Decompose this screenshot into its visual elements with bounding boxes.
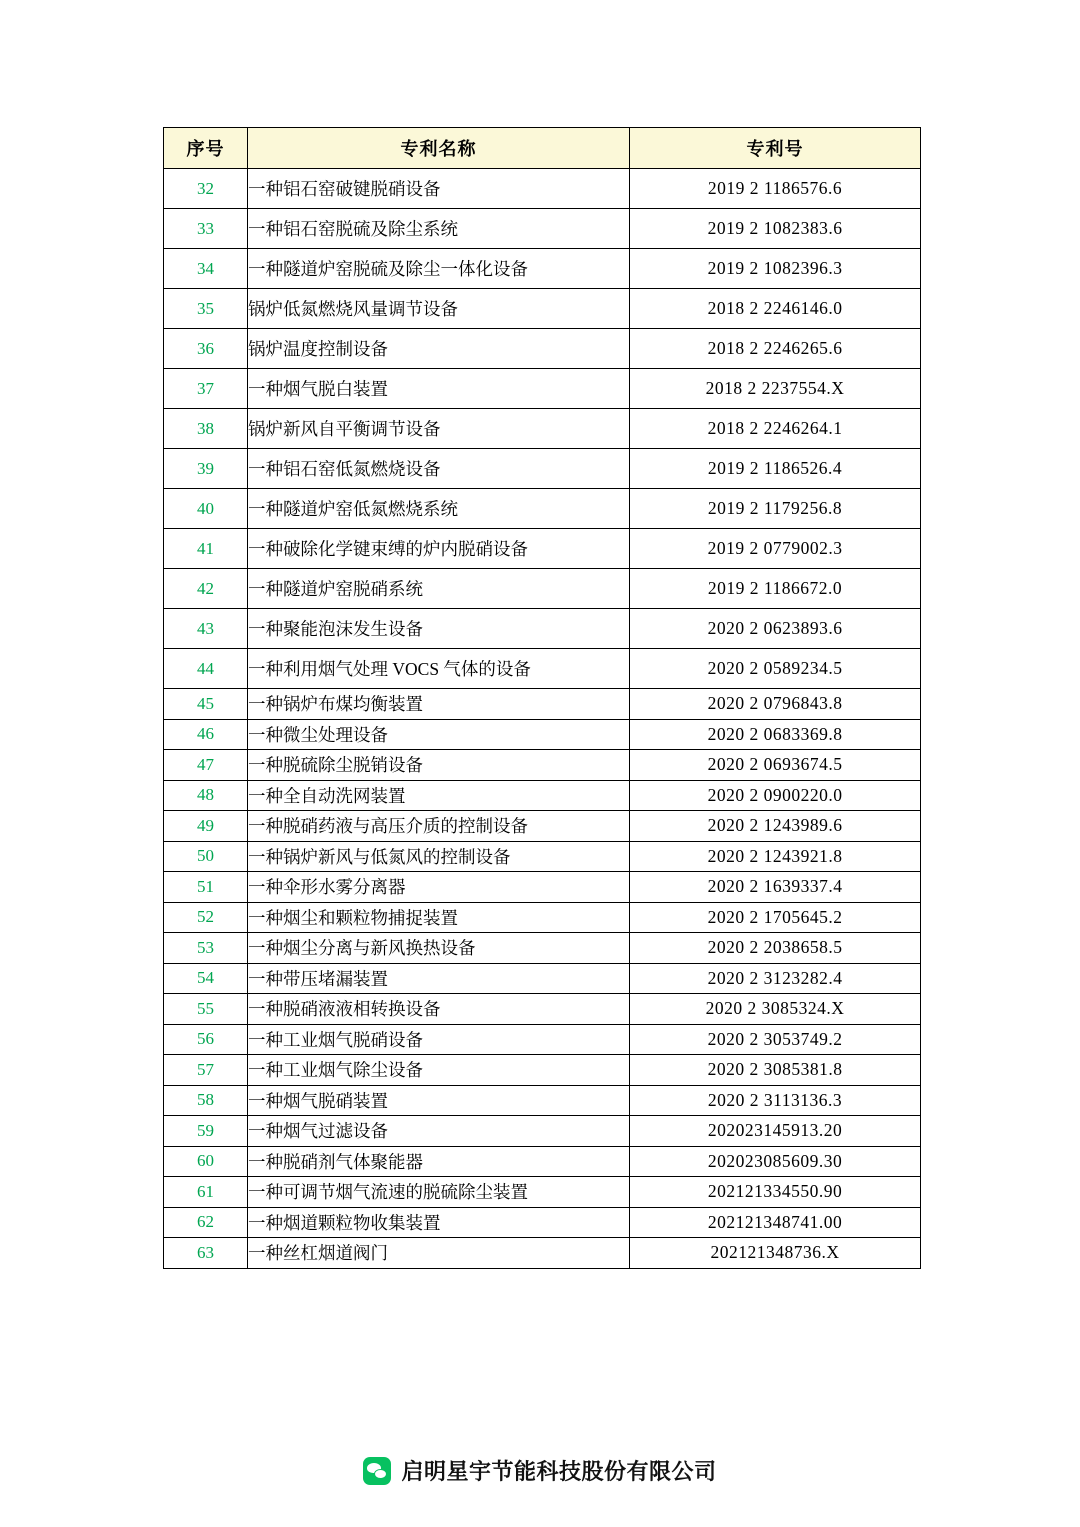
table-body xyxy=(164,169,921,1269)
cell-patent-name: 一种可调节烟气流速的脱硫除尘装置 xyxy=(248,1177,630,1208)
cell-patent-name: 一种脱硝药液与高压介质的控制设备 xyxy=(248,811,630,842)
table-header xyxy=(164,128,921,169)
footer-inner xyxy=(363,1455,716,1486)
cell-patent-name: 一种工业烟气除尘设备 xyxy=(248,1055,630,1086)
cell-patent-number: 2020 2 1243989.6 xyxy=(630,811,921,842)
cell-index: 63 xyxy=(164,1238,248,1269)
table-row xyxy=(164,902,921,933)
table-row xyxy=(164,369,921,409)
cell-index: 36 xyxy=(164,329,248,369)
cell-patent-name: 锅炉低氮燃烧风量调节设备 xyxy=(248,289,630,329)
patent-table xyxy=(163,127,921,1269)
cell-patent-number: 2019 2 1179256.8 xyxy=(630,489,921,529)
cell-patent-name: 一种烟气脱硝装置 xyxy=(248,1085,630,1116)
cell-patent-number: 2020 2 0623893.6 xyxy=(630,609,921,649)
cell-index: 59 xyxy=(164,1116,248,1147)
cell-index: 41 xyxy=(164,529,248,569)
cell-patent-number: 2019 2 1082396.3 xyxy=(630,249,921,289)
table-row xyxy=(164,289,921,329)
table-row xyxy=(164,841,921,872)
cell-patent-number: 2020 2 0589234.5 xyxy=(630,649,921,689)
cell-patent-name: 一种脱硝剂气体聚能器 xyxy=(248,1146,630,1177)
cell-index: 37 xyxy=(164,369,248,409)
cell-patent-name: 一种烟气过滤设备 xyxy=(248,1116,630,1147)
cell-patent-name: 一种工业烟气脱硝设备 xyxy=(248,1024,630,1055)
table-row xyxy=(164,609,921,649)
footer xyxy=(0,1455,1080,1490)
cell-index: 54 xyxy=(164,963,248,994)
cell-patent-name: 一种聚能泡沫发生设备 xyxy=(248,609,630,649)
cell-patent-number: 2019 2 1082383.6 xyxy=(630,209,921,249)
cell-index: 48 xyxy=(164,780,248,811)
cell-patent-number: 2018 2 2246146.0 xyxy=(630,289,921,329)
cell-patent-name: 一种烟尘和颗粒物捕捉装置 xyxy=(248,902,630,933)
cell-patent-name: 一种破除化学键束缚的炉内脱硝设备 xyxy=(248,529,630,569)
cell-index: 44 xyxy=(164,649,248,689)
cell-patent-number: 202023085609.30 xyxy=(630,1146,921,1177)
cell-index: 57 xyxy=(164,1055,248,1086)
cell-index: 62 xyxy=(164,1207,248,1238)
cell-index: 58 xyxy=(164,1085,248,1116)
cell-patent-name: 一种烟气脱白装置 xyxy=(248,369,630,409)
cell-index: 56 xyxy=(164,1024,248,1055)
table-row xyxy=(164,529,921,569)
cell-patent-name: 一种利用烟气处理 VOCS 气体的设备 xyxy=(248,649,630,689)
table-row xyxy=(164,750,921,781)
cell-patent-number: 2020 2 3085324.X xyxy=(630,994,921,1025)
cell-patent-number: 2020 2 0693674.5 xyxy=(630,750,921,781)
cell-patent-number: 2020 2 3053749.2 xyxy=(630,1024,921,1055)
table-row xyxy=(164,409,921,449)
table-row xyxy=(164,1177,921,1208)
cell-patent-number: 2020 2 3123282.4 xyxy=(630,963,921,994)
table-row xyxy=(164,1116,921,1147)
cell-patent-name: 一种带压堵漏装置 xyxy=(248,963,630,994)
table-row xyxy=(164,1207,921,1238)
cell-index: 47 xyxy=(164,750,248,781)
table-row xyxy=(164,689,921,720)
cell-patent-number: 2020 2 1243921.8 xyxy=(630,841,921,872)
cell-patent-number: 2019 2 1186526.4 xyxy=(630,449,921,489)
cell-index: 51 xyxy=(164,872,248,903)
table-row xyxy=(164,489,921,529)
cell-patent-number: 202121348736.X xyxy=(630,1238,921,1269)
cell-patent-number: 2018 2 2237554.X xyxy=(630,369,921,409)
cell-patent-name: 一种铝石窑低氮燃烧设备 xyxy=(248,449,630,489)
table-row xyxy=(164,569,921,609)
table-row xyxy=(164,872,921,903)
cell-patent-number: 2020 2 3085381.8 xyxy=(630,1055,921,1086)
table-row xyxy=(164,1146,921,1177)
cell-index: 61 xyxy=(164,1177,248,1208)
cell-patent-name: 一种丝杠烟道阀门 xyxy=(248,1238,630,1269)
cell-patent-name: 一种伞形水雾分离器 xyxy=(248,872,630,903)
cell-patent-number: 2020 2 0900220.0 xyxy=(630,780,921,811)
cell-patent-name: 一种烟尘分离与新风换热设备 xyxy=(248,933,630,964)
cell-patent-number: 2019 2 1186576.6 xyxy=(630,169,921,209)
table-row xyxy=(164,1085,921,1116)
wechat-icon xyxy=(363,1457,391,1485)
cell-index: 50 xyxy=(164,841,248,872)
cell-patent-number: 2020 2 0683369.8 xyxy=(630,719,921,750)
cell-patent-name: 一种隧道炉窑脱硫及除尘一体化设备 xyxy=(248,249,630,289)
cell-patent-number: 2020 2 1705645.2 xyxy=(630,902,921,933)
table-row xyxy=(164,963,921,994)
cell-patent-name: 一种微尘处理设备 xyxy=(248,719,630,750)
cell-patent-number: 2020 2 3113136.3 xyxy=(630,1085,921,1116)
cell-patent-name: 一种铝石窑脱硫及除尘系统 xyxy=(248,209,630,249)
table-header-row xyxy=(164,128,921,169)
cell-patent-number: 2019 2 1186672.0 xyxy=(630,569,921,609)
cell-index: 40 xyxy=(164,489,248,529)
column-header-patent-name: 专利名称 xyxy=(248,128,630,169)
cell-patent-number: 2020 2 1639337.4 xyxy=(630,872,921,903)
patent-table-wrapper xyxy=(163,127,920,1269)
cell-index: 34 xyxy=(164,249,248,289)
cell-patent-name: 一种隧道炉窑脱硝系统 xyxy=(248,569,630,609)
cell-patent-name: 一种锅炉新风与低氮风的控制设备 xyxy=(248,841,630,872)
cell-index: 32 xyxy=(164,169,248,209)
cell-patent-number: 202121334550.90 xyxy=(630,1177,921,1208)
cell-index: 38 xyxy=(164,409,248,449)
cell-index: 42 xyxy=(164,569,248,609)
cell-patent-name: 锅炉温度控制设备 xyxy=(248,329,630,369)
table-row xyxy=(164,209,921,249)
cell-index: 53 xyxy=(164,933,248,964)
cell-patent-name: 一种脱硫除尘脱销设备 xyxy=(248,750,630,781)
cell-patent-number: 202023145913.20 xyxy=(630,1116,921,1147)
cell-patent-number: 202121348741.00 xyxy=(630,1207,921,1238)
cell-index: 45 xyxy=(164,689,248,720)
cell-patent-name: 一种隧道炉窑低氮燃烧系统 xyxy=(248,489,630,529)
table-row xyxy=(164,1024,921,1055)
cell-index: 52 xyxy=(164,902,248,933)
table-row xyxy=(164,994,921,1025)
cell-index: 46 xyxy=(164,719,248,750)
table-row xyxy=(164,249,921,289)
cell-patent-number: 2020 2 0796843.8 xyxy=(630,689,921,720)
table-row xyxy=(164,719,921,750)
cell-index: 55 xyxy=(164,994,248,1025)
column-header-patent-number: 专利号 xyxy=(630,128,921,169)
column-header-index: 序号 xyxy=(164,128,248,169)
cell-patent-number: 2019 2 0779002.3 xyxy=(630,529,921,569)
cell-patent-name: 一种锅炉布煤均衡装置 xyxy=(248,689,630,720)
table-row xyxy=(164,329,921,369)
company-account-name: 启明星宇节能科技股份有限公司 xyxy=(401,1459,717,1484)
cell-index: 49 xyxy=(164,811,248,842)
table-row xyxy=(164,169,921,209)
table-row xyxy=(164,933,921,964)
table-row xyxy=(164,780,921,811)
cell-index: 35 xyxy=(164,289,248,329)
cell-index: 43 xyxy=(164,609,248,649)
cell-index: 39 xyxy=(164,449,248,489)
table-row xyxy=(164,1238,921,1269)
cell-patent-name: 一种铝石窑破键脱硝设备 xyxy=(248,169,630,209)
cell-patent-name: 一种脱硝液液相转换设备 xyxy=(248,994,630,1025)
cell-patent-number: 2018 2 2246265.6 xyxy=(630,329,921,369)
cell-index: 60 xyxy=(164,1146,248,1177)
cell-patent-number: 2018 2 2246264.1 xyxy=(630,409,921,449)
table-row xyxy=(164,1055,921,1086)
cell-patent-name: 一种烟道颗粒物收集装置 xyxy=(248,1207,630,1238)
cell-patent-name: 一种全自动洗网装置 xyxy=(248,780,630,811)
table-row xyxy=(164,449,921,489)
cell-index: 33 xyxy=(164,209,248,249)
cell-patent-number: 2020 2 2038658.5 xyxy=(630,933,921,964)
table-row xyxy=(164,649,921,689)
cell-patent-name: 锅炉新风自平衡调节设备 xyxy=(248,409,630,449)
table-row xyxy=(164,811,921,842)
